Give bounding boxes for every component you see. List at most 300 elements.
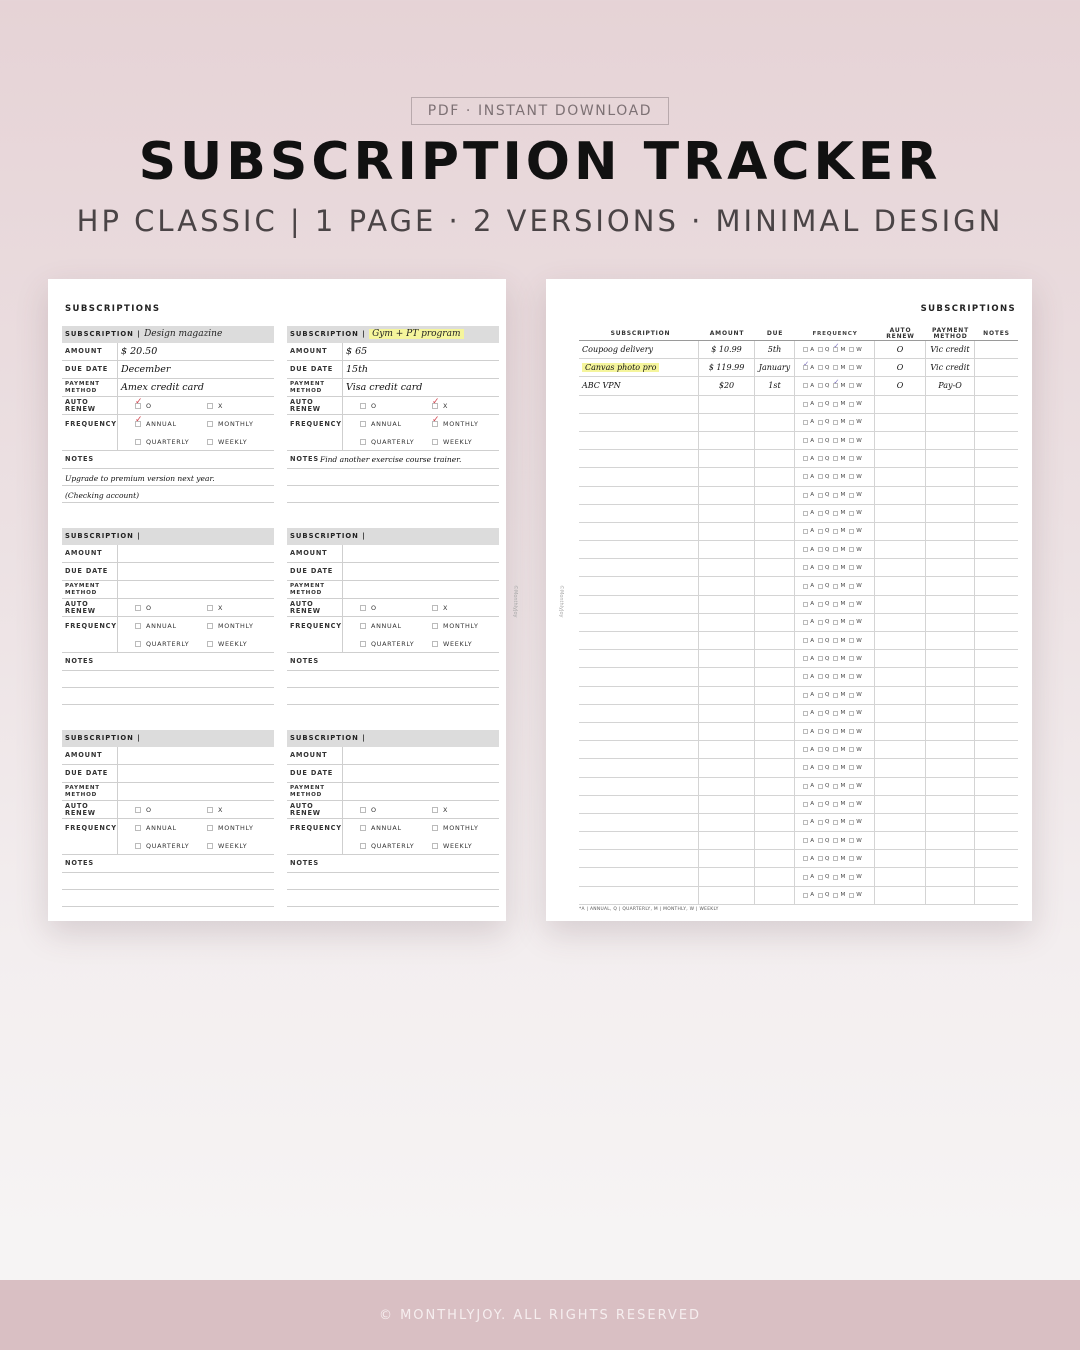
notes-line[interactable] [287,486,499,503]
checkbox-icon[interactable] [803,456,808,461]
checkbox-icon[interactable] [135,605,141,611]
amount-cell[interactable] [699,814,755,831]
checkbox-icon[interactable] [818,383,823,388]
frequency-option[interactable] [849,601,862,607]
checkbox-icon[interactable] [135,641,141,647]
checkbox-icon[interactable] [818,802,823,807]
payment-method-value[interactable]: Visa credit card [346,382,423,393]
frequency-option[interactable] [849,801,862,807]
frequency-option[interactable] [849,747,862,753]
checkbox-icon[interactable] [818,565,823,570]
checkbox-icon[interactable] [818,456,823,461]
due-cell[interactable]: 1st [755,377,795,394]
frequency-weekly-option[interactable] [432,438,472,446]
frequency-option[interactable] [818,383,829,389]
checkbox-icon[interactable] [818,474,823,479]
checkbox-icon[interactable] [803,893,808,898]
notes-line[interactable] [287,873,499,890]
due-cell[interactable] [755,414,795,431]
due-cell[interactable] [755,541,795,558]
frequency-option[interactable] [833,401,845,407]
notes-line[interactable] [62,486,274,503]
frequency-option[interactable] [833,747,845,753]
frequency-option[interactable] [803,656,814,662]
auto-renew-cell[interactable] [875,759,926,776]
amount-cell[interactable] [699,741,755,758]
frequency-option[interactable] [803,892,814,898]
subscription-cell[interactable] [579,359,699,376]
checkbox-icon[interactable] [833,656,838,661]
checkbox-icon[interactable] [849,493,854,498]
due-cell[interactable] [755,432,795,449]
amount-cell[interactable]: $ 10.99 [699,341,755,358]
subscription-name[interactable]: Gym + PT program [369,329,463,339]
payment-method-cell[interactable] [926,723,975,740]
checkbox-icon[interactable] [803,602,808,607]
checkbox-icon[interactable] [803,711,808,716]
frequency-option[interactable] [818,638,829,644]
checkbox-icon[interactable] [818,529,823,534]
frequency-option[interactable] [849,619,862,625]
payment-method-cell[interactable] [926,596,975,613]
auto-renew-yes-option[interactable] [135,604,152,612]
notes-cell[interactable] [975,505,1018,522]
notes-line[interactable] [62,873,274,890]
frequency-option[interactable] [803,401,814,407]
subscription-cell[interactable] [579,468,699,485]
frequency-annual-option[interactable] [360,824,402,832]
checkbox-icon[interactable] [818,765,823,770]
frequency-option[interactable] [818,819,829,825]
amount-cell[interactable] [699,832,755,849]
frequency-option[interactable] [833,419,845,425]
auto-renew-cell[interactable] [875,505,926,522]
frequency-option[interactable] [833,819,845,825]
frequency-option[interactable] [818,601,829,607]
subscription-cell[interactable] [579,596,699,613]
frequency-option[interactable] [818,801,829,807]
frequency-option[interactable] [803,419,814,425]
checkbox-icon[interactable] [833,474,838,479]
notes-cell[interactable] [975,887,1018,904]
checkbox-icon[interactable] [803,656,808,661]
frequency-option[interactable] [803,856,814,862]
auto-renew-cell[interactable]: O [875,377,926,394]
auto-renew-cell[interactable] [875,832,926,849]
frequency-option[interactable] [818,492,829,498]
subscription-cell[interactable] [579,705,699,722]
auto-renew-cell[interactable] [875,723,926,740]
subscription-cell[interactable] [579,741,699,758]
frequency-option[interactable] [849,692,862,698]
checkbox-icon[interactable] [849,838,854,843]
checkbox-icon[interactable] [818,747,823,752]
due-cell[interactable] [755,468,795,485]
checkbox-icon[interactable] [833,529,838,534]
checkbox-icon[interactable] [135,403,141,409]
checkbox-icon[interactable] [432,641,438,647]
amount-cell[interactable] [699,850,755,867]
checkbox-icon[interactable] [849,511,854,516]
frequency-option[interactable] [818,510,829,516]
checkbox-icon[interactable] [360,623,366,629]
due-cell[interactable] [755,523,795,540]
frequency-option[interactable] [833,674,845,680]
amount-cell[interactable] [699,632,755,649]
checkbox-icon[interactable] [833,347,838,352]
checkbox-icon[interactable] [803,584,808,589]
subscription-cell[interactable] [579,687,699,704]
notes-cell[interactable] [975,414,1018,431]
payment-method-cell[interactable] [926,505,975,522]
due-cell[interactable] [755,668,795,685]
due-cell[interactable] [755,559,795,576]
frequency-option[interactable] [833,601,845,607]
notes-inline-value[interactable]: Find another exercise course trainer. [320,455,462,464]
auto-renew-cell[interactable] [875,887,926,904]
due-date-value[interactable]: 15th [346,364,369,375]
frequency-annual-option[interactable] [360,622,402,630]
frequency-annual-option[interactable] [135,420,177,428]
auto-renew-yes-option[interactable] [135,806,152,814]
frequency-option[interactable] [803,383,814,389]
amount-cell[interactable] [699,868,755,885]
checkbox-icon[interactable] [833,729,838,734]
checkbox-icon[interactable] [818,784,823,789]
checkbox-icon[interactable] [818,547,823,552]
frequency-option[interactable] [803,729,814,735]
payment-method-cell[interactable] [926,687,975,704]
frequency-option[interactable] [803,619,814,625]
frequency-option[interactable] [818,474,829,480]
payment-method-cell[interactable] [926,487,975,504]
checkbox-icon[interactable] [803,784,808,789]
auto-renew-cell[interactable] [875,778,926,795]
frequency-option[interactable] [833,510,845,516]
checkbox-icon[interactable] [818,511,823,516]
frequency-quarterly-option[interactable] [360,640,414,648]
frequency-option[interactable] [849,638,862,644]
frequency-option[interactable] [818,765,829,771]
checkbox-icon[interactable] [833,802,838,807]
auto-renew-no-option[interactable] [207,604,223,612]
notes-line[interactable] [287,469,499,486]
frequency-quarterly-option[interactable] [135,842,189,850]
due-cell[interactable] [755,850,795,867]
payment-method-cell[interactable] [926,577,975,594]
notes-cell[interactable] [975,832,1018,849]
payment-method-cell[interactable] [926,650,975,667]
checkbox-icon[interactable] [803,565,808,570]
checkbox-icon[interactable] [803,511,808,516]
subscription-cell[interactable] [579,450,699,467]
checkbox-icon[interactable] [207,807,213,813]
subscription-cell[interactable] [579,487,699,504]
due-cell[interactable] [755,778,795,795]
subscription-cell[interactable] [579,832,699,849]
frequency-option[interactable] [803,710,814,716]
notes-cell[interactable] [975,868,1018,885]
subscription-cell[interactable] [579,432,699,449]
frequency-option[interactable] [833,456,845,462]
frequency-annual-option[interactable] [360,420,402,428]
due-cell[interactable] [755,705,795,722]
frequency-option[interactable] [803,838,814,844]
frequency-option[interactable] [818,892,829,898]
auto-renew-cell[interactable] [875,541,926,558]
frequency-option[interactable] [833,547,845,553]
auto-renew-cell[interactable] [875,632,926,649]
amount-cell[interactable] [699,705,755,722]
frequency-option[interactable] [849,656,862,662]
due-cell[interactable] [755,796,795,813]
notes-cell[interactable] [975,523,1018,540]
frequency-option[interactable] [803,565,814,571]
frequency-option[interactable] [833,892,845,898]
payment-method-cell[interactable] [926,632,975,649]
subscription-cell[interactable] [579,668,699,685]
subscription-cell[interactable] [579,577,699,594]
frequency-option[interactable] [818,547,829,553]
frequency-weekly-option[interactable] [207,640,247,648]
subscription-cell[interactable] [579,868,699,885]
amount-cell[interactable]: $20 [699,377,755,394]
frequency-option[interactable] [818,783,829,789]
subscription-cell[interactable] [579,541,699,558]
auto-renew-yes-option[interactable] [360,806,377,814]
amount-cell[interactable]: $ 119.99 [699,359,755,376]
checkbox-icon[interactable] [849,565,854,570]
notes-cell[interactable] [975,450,1018,467]
frequency-option[interactable] [849,347,862,353]
due-cell[interactable] [755,723,795,740]
notes-cell[interactable] [975,596,1018,613]
checkbox-icon[interactable] [849,438,854,443]
frequency-weekly-option[interactable] [207,842,247,850]
payment-method-cell[interactable] [926,832,975,849]
frequency-monthly-option[interactable] [432,420,479,428]
frequency-option[interactable] [849,765,862,771]
frequency-option[interactable] [833,656,845,662]
checkbox-icon[interactable] [803,638,808,643]
frequency-option[interactable] [833,765,845,771]
checkbox-icon[interactable] [849,674,854,679]
frequency-option[interactable] [803,583,814,589]
auto-renew-cell[interactable] [875,559,926,576]
notes-cell[interactable] [975,778,1018,795]
checkbox-icon[interactable] [818,493,823,498]
payment-method-cell[interactable] [926,741,975,758]
checkbox-icon[interactable] [849,402,854,407]
amount-cell[interactable] [699,414,755,431]
frequency-annual-option[interactable] [135,824,177,832]
checkbox-icon[interactable] [207,421,213,427]
auto-renew-cell[interactable] [875,868,926,885]
subscription-cell[interactable] [579,850,699,867]
auto-renew-cell[interactable] [875,450,926,467]
notes-cell[interactable] [975,377,1018,394]
checkbox-icon[interactable] [849,638,854,643]
checkbox-icon[interactable] [432,439,438,445]
frequency-option[interactable] [803,638,814,644]
checkbox-icon[interactable] [803,875,808,880]
frequency-option[interactable] [803,765,814,771]
checkbox-icon[interactable] [818,838,823,843]
frequency-option[interactable] [818,619,829,625]
subscription-cell[interactable] [579,505,699,522]
checkbox-icon[interactable] [207,641,213,647]
notes-cell[interactable] [975,705,1018,722]
payment-method-cell[interactable] [926,778,975,795]
due-cell[interactable] [755,687,795,704]
checkbox-icon[interactable] [818,674,823,679]
amount-cell[interactable] [699,450,755,467]
checkbox-icon[interactable] [360,403,366,409]
payment-method-cell[interactable]: Pay-O [926,377,975,394]
payment-method-cell[interactable]: Vic credit [926,359,975,376]
payment-method-cell[interactable]: Vic credit [926,341,975,358]
checkbox-icon[interactable] [849,584,854,589]
frequency-option[interactable] [833,710,845,716]
due-cell[interactable] [755,650,795,667]
checkbox-icon[interactable] [833,602,838,607]
frequency-option[interactable] [849,438,862,444]
checkbox-icon[interactable] [360,605,366,611]
checkbox-icon[interactable] [360,843,366,849]
frequency-quarterly-option[interactable] [360,438,414,446]
checkbox-icon[interactable] [818,656,823,661]
due-cell[interactable] [755,868,795,885]
amount-cell[interactable] [699,396,755,413]
amount-cell[interactable] [699,468,755,485]
checkbox-icon[interactable] [849,784,854,789]
frequency-option[interactable] [803,510,814,516]
checkbox-icon[interactable] [432,825,438,831]
due-cell[interactable] [755,596,795,613]
frequency-option[interactable] [818,729,829,735]
notes-cell[interactable] [975,341,1018,358]
frequency-option[interactable] [803,874,814,880]
subscription-cell[interactable] [579,341,699,358]
checkbox-icon[interactable] [833,420,838,425]
checkbox-icon[interactable] [849,547,854,552]
frequency-monthly-option[interactable] [207,420,254,428]
auto-renew-no-option[interactable] [432,604,448,612]
checkbox-icon[interactable] [803,529,808,534]
subscription-cell[interactable] [579,414,699,431]
notes-cell[interactable] [975,759,1018,776]
amount-cell[interactable] [699,723,755,740]
auto-renew-cell[interactable] [875,705,926,722]
subscription-cell[interactable] [579,759,699,776]
auto-renew-yes-option[interactable] [135,402,152,410]
due-cell[interactable] [755,632,795,649]
frequency-monthly-option[interactable] [432,824,479,832]
frequency-option[interactable] [833,838,845,844]
frequency-option[interactable] [803,801,814,807]
checkbox-icon[interactable] [833,511,838,516]
notes-cell[interactable] [975,668,1018,685]
due-cell[interactable] [755,614,795,631]
auto-renew-cell[interactable] [875,432,926,449]
notes-cell[interactable] [975,577,1018,594]
checkbox-icon[interactable] [818,711,823,716]
auto-renew-cell[interactable]: O [875,359,926,376]
subscription-cell[interactable] [579,523,699,540]
checkbox-icon[interactable] [360,825,366,831]
checkbox-icon[interactable] [432,843,438,849]
frequency-option[interactable] [849,474,862,480]
checkbox-icon[interactable] [432,807,438,813]
notes-cell[interactable] [975,850,1018,867]
checkbox-icon[interactable] [849,620,854,625]
frequency-option[interactable] [849,819,862,825]
auto-renew-no-option[interactable] [432,806,448,814]
checkbox-icon[interactable] [849,383,854,388]
checkbox-icon[interactable] [833,820,838,825]
checkbox-icon[interactable] [207,623,213,629]
auto-renew-yes-option[interactable] [360,402,377,410]
checkbox-icon[interactable] [833,620,838,625]
subscription-cell[interactable] [579,559,699,576]
auto-renew-cell[interactable] [875,741,926,758]
checkbox-icon[interactable] [803,674,808,679]
frequency-option[interactable] [833,365,845,371]
frequency-option[interactable] [849,419,862,425]
frequency-option[interactable] [849,729,862,735]
due-cell[interactable] [755,577,795,594]
frequency-option[interactable] [849,838,862,844]
due-cell[interactable] [755,505,795,522]
frequency-option[interactable] [849,365,862,371]
payment-method-cell[interactable] [926,432,975,449]
payment-method-cell[interactable] [926,559,975,576]
checkbox-icon[interactable] [432,605,438,611]
frequency-option[interactable] [818,456,829,462]
notes-line[interactable] [287,688,499,705]
frequency-option[interactable] [833,565,845,571]
notes-line[interactable] [62,688,274,705]
checkbox-icon[interactable] [818,584,823,589]
amount-cell[interactable] [699,432,755,449]
amount-value[interactable]: $ 20.50 [121,346,158,357]
auto-renew-no-option[interactable] [207,402,223,410]
notes-cell[interactable] [975,468,1018,485]
checkbox-icon[interactable] [833,365,838,370]
checkbox-icon[interactable] [833,402,838,407]
checkbox-icon[interactable] [818,402,823,407]
notes-cell[interactable] [975,650,1018,667]
due-cell[interactable] [755,450,795,467]
checkbox-icon[interactable] [803,347,808,352]
amount-cell[interactable] [699,487,755,504]
checkbox-icon[interactable] [833,893,838,898]
notes-cell[interactable] [975,359,1018,376]
frequency-monthly-option[interactable] [432,622,479,630]
auto-renew-cell[interactable] [875,577,926,594]
frequency-option[interactable] [803,492,814,498]
frequency-quarterly-option[interactable] [360,842,414,850]
subscription-name[interactable]: Design magazine [144,329,223,339]
checkbox-icon[interactable] [849,693,854,698]
checkbox-icon[interactable] [803,402,808,407]
checkbox-icon[interactable] [207,825,213,831]
frequency-option[interactable] [818,856,829,862]
checkbox-icon[interactable] [207,605,213,611]
frequency-option[interactable] [818,401,829,407]
checkbox-icon[interactable] [833,674,838,679]
checkbox-icon[interactable] [803,729,808,734]
